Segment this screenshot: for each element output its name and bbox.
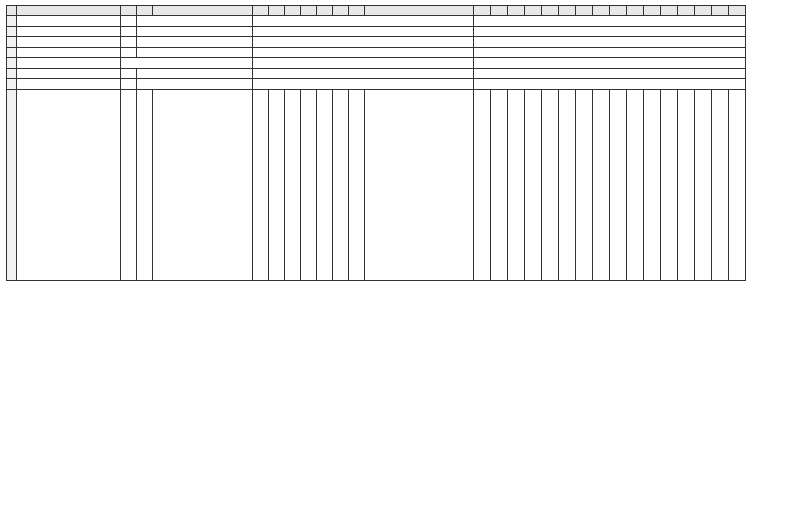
vertical-header-er[interactable] — [593, 89, 610, 280]
cell-a[interactable] — [17, 68, 121, 79]
question-title[interactable] — [474, 58, 746, 69]
column-letter-a[interactable] — [17, 6, 121, 16]
vertical-header-ej[interactable] — [365, 89, 474, 280]
column-letter-ec[interactable] — [253, 6, 269, 16]
column-letter-en[interactable] — [525, 6, 542, 16]
cell-ek-ez[interactable] — [474, 26, 746, 37]
row-number — [7, 68, 17, 79]
vertical-header-es[interactable] — [610, 89, 627, 280]
header-row-4 — [7, 47, 746, 58]
column-letter-ed[interactable] — [269, 6, 285, 16]
column-letter-ep[interactable] — [559, 6, 576, 16]
row-number — [7, 89, 17, 280]
cell-ek-ez[interactable] — [474, 47, 746, 58]
group-full-caution-header[interactable] — [474, 79, 746, 90]
column-header-row — [7, 6, 746, 16]
cell-ea-eb[interactable] — [137, 26, 253, 37]
group-partial-caution[interactable] — [253, 68, 474, 79]
row-number — [7, 58, 17, 69]
cell-ek-ez[interactable] — [474, 68, 746, 79]
vertical-header-et[interactable] — [627, 89, 644, 280]
cell-ec-ej[interactable] — [253, 26, 474, 37]
vertical-header-en[interactable] — [525, 89, 542, 280]
column-letter-eo[interactable] — [542, 6, 559, 16]
cell-ea-eb[interactable] — [137, 37, 253, 48]
column-letter-ev[interactable] — [661, 6, 678, 16]
column-letter-ej[interactable] — [365, 6, 474, 16]
cell-ea-eb[interactable] — [137, 16, 253, 27]
header-row-2 — [7, 26, 746, 37]
cell-ea-eb[interactable] — [137, 47, 253, 58]
vertical-header-ee[interactable] — [285, 89, 301, 280]
vertical-header-ez[interactable] — [729, 89, 746, 280]
cell-ec-ej[interactable] — [253, 47, 474, 58]
column-letter-ew[interactable] — [678, 6, 695, 16]
vertical-header-ea[interactable] — [137, 89, 153, 280]
vertical-header-eg[interactable] — [317, 89, 333, 280]
column-letter-es[interactable] — [610, 6, 627, 16]
column-letter-el[interactable] — [491, 6, 508, 16]
vertical-header-em[interactable] — [508, 89, 525, 280]
vertical-header-eh[interactable] — [333, 89, 349, 280]
header-row-8 — [7, 89, 746, 280]
column-letter-ez[interactable] — [729, 6, 746, 16]
header-row-5 — [7, 58, 746, 69]
header-row-3 — [7, 37, 746, 48]
cell-a[interactable] — [17, 16, 121, 27]
vertical-header-ei[interactable] — [349, 89, 365, 280]
column-letter-ek[interactable] — [474, 6, 491, 16]
vertical-header-ev[interactable] — [661, 89, 678, 280]
header-value-115[interactable] — [121, 47, 137, 58]
sheet-body — [7, 6, 746, 281]
cell-a[interactable] — [17, 37, 121, 48]
vertical-header-el[interactable] — [491, 89, 508, 280]
label-bangou[interactable] — [121, 68, 137, 79]
vertical-header-eb[interactable] — [153, 89, 253, 280]
column-letter-ey[interactable] — [712, 6, 729, 16]
column-letter-em[interactable] — [508, 6, 525, 16]
circle-one-label[interactable] — [253, 79, 474, 90]
row-number — [7, 47, 17, 58]
column-letter-et[interactable] — [627, 6, 644, 16]
vertical-header-eo[interactable] — [542, 89, 559, 280]
row-number — [7, 37, 17, 48]
vertical-header-ew[interactable] — [678, 89, 695, 280]
column-letter-eh[interactable] — [333, 6, 349, 16]
column-letter-e[interactable] — [121, 6, 137, 16]
cell-a[interactable] — [17, 79, 121, 90]
vertical-header-ex[interactable] — [695, 89, 712, 280]
vertical-header-ey[interactable] — [712, 89, 729, 280]
row-number — [7, 26, 17, 37]
header-row-7 — [7, 79, 746, 90]
vertical-header-eq[interactable] — [576, 89, 593, 280]
column-letter-eu[interactable] — [644, 6, 661, 16]
cell-e[interactable] — [121, 26, 137, 37]
cell-ek-ez[interactable] — [474, 37, 746, 48]
column-letter-ee[interactable] — [285, 6, 301, 16]
cell-ec-ej[interactable] — [253, 37, 474, 48]
cell-e[interactable] — [121, 89, 137, 280]
column-letter-ex[interactable] — [695, 6, 712, 16]
column-letter-eb[interactable] — [153, 6, 253, 16]
row-number — [7, 16, 17, 27]
vertical-header-ed[interactable] — [269, 89, 285, 280]
column-letter-eq[interactable] — [576, 6, 593, 16]
header-value-1[interactable] — [121, 37, 137, 48]
cell-a[interactable] — [17, 26, 121, 37]
cell-ek-ez[interactable] — [474, 16, 746, 27]
corner-cell — [7, 6, 17, 16]
column-letter-ef[interactable] — [301, 6, 317, 16]
column-letter-er[interactable] — [593, 6, 610, 16]
row-number — [7, 79, 17, 90]
cell-ec-ej[interactable] — [253, 16, 474, 27]
header-row-1 — [7, 16, 746, 27]
cell-ec-ej[interactable] — [253, 58, 474, 69]
cell-a[interactable] — [17, 58, 121, 69]
shumoku-header[interactable] — [17, 89, 121, 280]
question-note[interactable] — [121, 58, 253, 69]
cell-e[interactable] — [121, 16, 137, 27]
column-letter-ei[interactable] — [349, 6, 365, 16]
column-letter-eg[interactable] — [317, 6, 333, 16]
vertical-header-ec[interactable] — [253, 89, 269, 280]
cell-ea-eb[interactable] — [137, 79, 253, 90]
header-row-6 — [7, 68, 746, 79]
spreadsheet-table — [6, 5, 746, 281]
label-no[interactable] — [121, 79, 137, 90]
cell-ea-eb[interactable] — [137, 68, 253, 79]
vertical-header-ep[interactable] — [559, 89, 576, 280]
cell-a[interactable] — [17, 47, 121, 58]
vertical-header-ek[interactable] — [474, 89, 491, 280]
vertical-header-ef[interactable] — [301, 89, 317, 280]
column-letter-ea[interactable] — [137, 6, 153, 16]
vertical-header-eu[interactable] — [644, 89, 661, 280]
